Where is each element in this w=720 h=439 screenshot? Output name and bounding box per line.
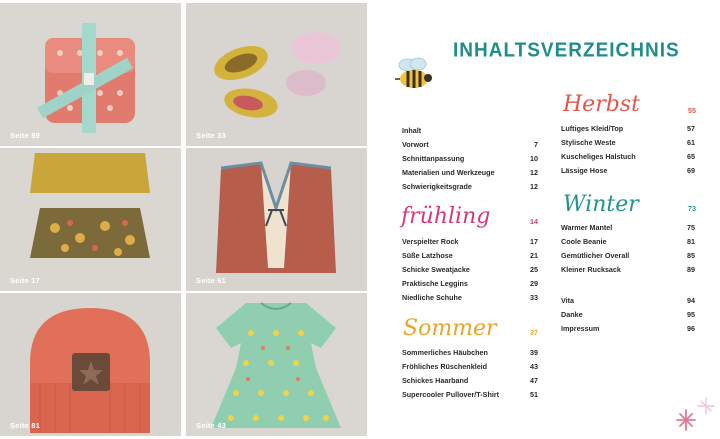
toc-entry-name: Danke: [561, 310, 583, 319]
toc-entry-page: 89: [687, 265, 695, 274]
toc-entry-page: 75: [687, 223, 695, 232]
toc-row: [561, 310, 695, 320]
toc-row: [561, 124, 695, 134]
toc-entry-name: Süße Latzhose: [402, 251, 453, 260]
toc-row: [561, 138, 695, 148]
toc-entry-name: Luftiges Kleid/Top: [561, 124, 624, 133]
toc-row: [402, 362, 538, 372]
toc-entry-name: Niedliche Schuhe: [402, 293, 462, 302]
toc-row: [402, 251, 538, 261]
toc-entry-page: 43: [530, 362, 538, 371]
toc-entry-name: Supercooler Pullover/T-Shirt: [402, 390, 500, 399]
toc-row: [561, 324, 695, 334]
photo-vest: [186, 148, 367, 291]
toc-entry-page: 85: [687, 251, 695, 260]
photo-page-label: Seite 89: [10, 131, 40, 140]
toc-row: [402, 168, 538, 178]
dress-illustration: [186, 293, 367, 436]
toc-row: [402, 279, 538, 289]
toc-row: [402, 126, 538, 136]
toc-entry-page: 61: [687, 138, 695, 147]
toc-entry-name: Sommerliches Häubchen: [402, 348, 488, 357]
toc-entry-page: 47: [530, 376, 538, 385]
photo-page-label: Seite 61: [196, 276, 226, 285]
toc-entry-page: 65: [687, 152, 695, 161]
toc-entry-page: 12: [530, 182, 538, 191]
toc-entry-page: 12: [530, 168, 538, 177]
toc-entry-name: Lässige Hose: [561, 166, 608, 175]
toc-entry-page: 29: [530, 279, 538, 288]
toc-entry-page: 17: [530, 237, 538, 246]
toc-entry-name: Schnittanpassung: [402, 154, 465, 163]
photo-shoes: [186, 3, 367, 146]
toc-row: [561, 237, 695, 247]
vest-illustration: [186, 148, 367, 291]
backpack-illustration: [0, 3, 181, 146]
shoes-illustration: [186, 3, 367, 146]
toc-entry-name: Vita: [561, 296, 575, 305]
toc-row: [561, 251, 695, 261]
section-heading-sommer: Sommer: [403, 316, 497, 341]
section-page-winter: 73: [688, 204, 696, 213]
toc-entry-name: Stylische Weste: [561, 138, 616, 147]
toc-row: [561, 166, 695, 176]
toc-entry-name: Kuscheliges Halstuch: [561, 152, 636, 161]
toc-row: [402, 154, 538, 164]
photo-page-label: Seite 43: [196, 421, 226, 430]
photo-page-label: Seite 81: [10, 421, 40, 430]
toc-row: [402, 376, 538, 386]
section-page-sommer: 37: [530, 328, 538, 337]
section-page-herbst: 55: [688, 106, 696, 115]
toc-entry-page: 7: [534, 140, 538, 149]
section-heading-fruehling: frühling: [401, 204, 491, 229]
section-heading-winter: Winter: [563, 192, 639, 217]
toc-entry-page: 81: [687, 237, 695, 246]
toc-row: [561, 296, 695, 306]
bee-icon: [390, 55, 438, 95]
flower-icon: [672, 394, 716, 434]
toc-entry-name: Schickes Haarband: [402, 376, 469, 385]
photo-beanie: [0, 293, 181, 436]
toc-entry-page: 10: [530, 154, 538, 163]
toc-row: [561, 265, 695, 275]
toc-row: [561, 223, 695, 233]
toc-entry-name: Impressum: [561, 324, 600, 333]
toc-entry-name: Coole Beanie: [561, 237, 607, 246]
toc-entry-name: Inhalt: [402, 126, 422, 135]
toc-row: [402, 293, 538, 303]
toc-entry-page: 25: [530, 265, 538, 274]
photo-skirt: [0, 148, 181, 291]
toc-row: [402, 237, 538, 247]
toc-entry-name: Warmer Mantel: [561, 223, 613, 232]
toc-entry-name: Praktische Leggins: [402, 279, 468, 288]
toc-entry-name: Vorwort: [402, 140, 429, 149]
toc-entry-page: 69: [687, 166, 695, 175]
toc-entry-name: Materialien und Werkzeuge: [402, 168, 495, 177]
section-page-fruehling: 14: [530, 217, 538, 226]
section-heading-herbst: Herbst: [563, 92, 640, 117]
photo-dress: [186, 293, 367, 436]
beanie-illustration: [0, 293, 181, 436]
toc-entry-page: 96: [687, 324, 695, 333]
toc-entry-page: 33: [530, 293, 538, 302]
photo-page-label: Seite 33: [196, 131, 226, 140]
photo-backpack: [0, 3, 181, 146]
toc-entry-page: 21: [530, 251, 538, 260]
toc-entry-page: 39: [530, 348, 538, 357]
photo-page-label: Seite 17: [10, 276, 40, 285]
skirt-illustration: [0, 148, 181, 291]
toc-entry-page: 51: [530, 390, 538, 399]
toc-entry-page: 57: [687, 124, 695, 133]
toc-row: [402, 265, 538, 275]
toc-entry-name: Gemütlicher Overall: [561, 251, 630, 260]
toc-row: [402, 390, 538, 400]
toc-row: [402, 182, 538, 192]
toc-row: [402, 348, 538, 358]
toc-entry-page: 94: [687, 296, 695, 305]
toc-entry-name: Verspielter Rock: [402, 237, 459, 246]
toc-entry-name: Fröhliches Rüschenkleid: [402, 362, 488, 371]
toc-entry-name: Schwierigkeitsgrade: [402, 182, 472, 191]
toc-entry-name: Schicke Sweatjacke: [402, 265, 470, 274]
toc-row: [402, 140, 538, 150]
page-title: INHALTSVERZEICHNIS: [453, 39, 680, 62]
toc-entry-name: Kleiner Rucksack: [561, 265, 621, 274]
toc-row: [561, 152, 695, 162]
toc-entry-page: 95: [687, 310, 695, 319]
